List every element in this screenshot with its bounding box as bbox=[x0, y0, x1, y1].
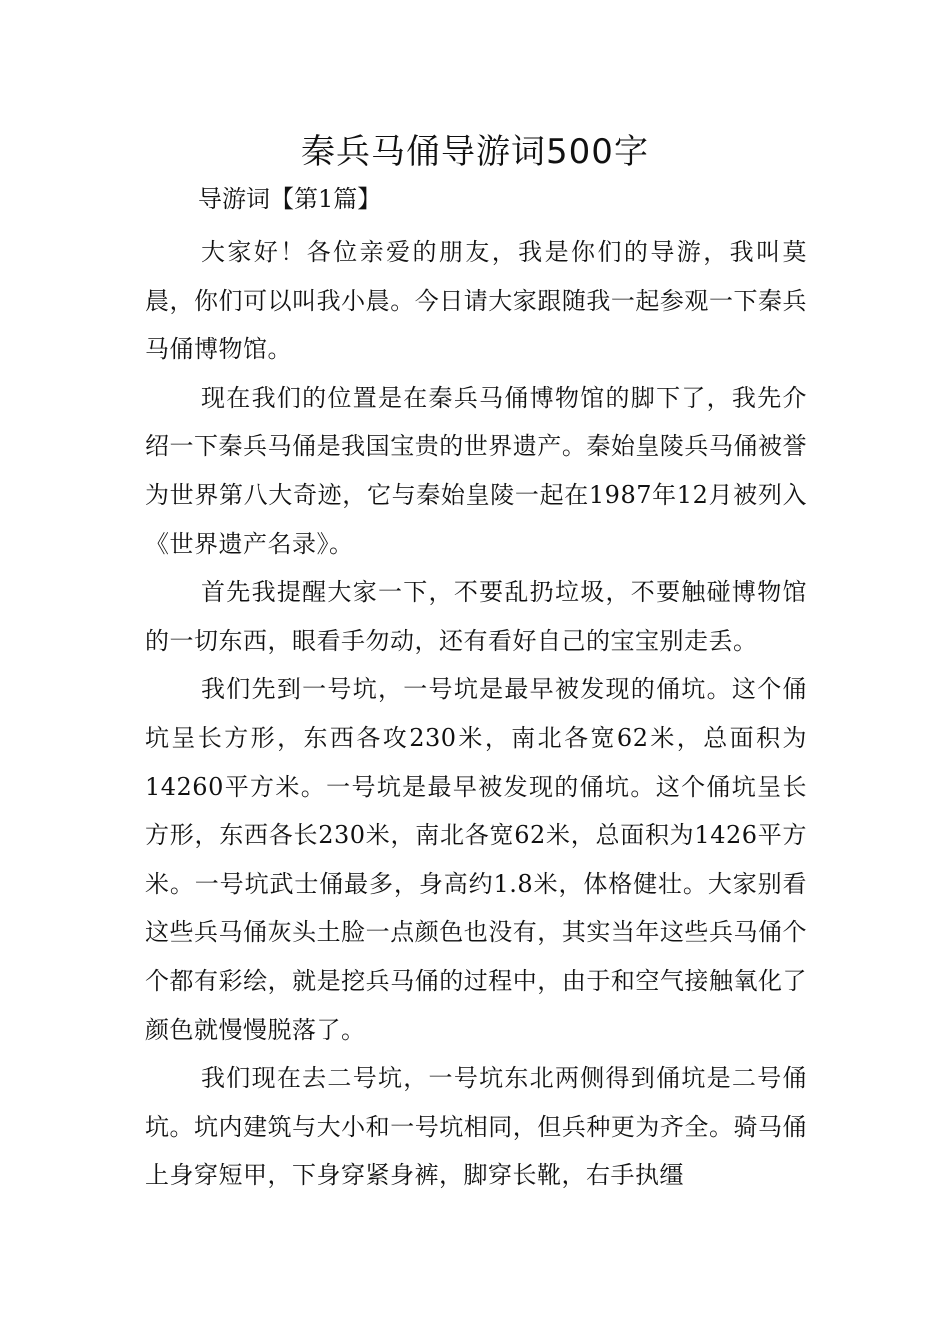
document-title: 秦兵马俑导游词500字 bbox=[301, 132, 649, 172]
paragraph-2: 现在我们的位置是在秦兵马俑博物馆的脚下了，我先介绍一下秦兵马俑是我国宝贵的世界遗产。秦始皇陵兵马俑被誉为世界第八大奇迹，它与秦始皇陵一起在1987年12月被列入《世界遗产名录》。 bbox=[145, 383, 807, 558]
section-label: 导游词【第1篇】 bbox=[198, 185, 382, 213]
paragraph-5: 我们现在去二号坑，一号坑东北两侧得到俑坑是二号俑坑。坑内建筑与大小和一号坑相同，但兵种更为齐全。骑马俑上身穿短甲，下身穿紧身裤，脚穿长靴，右手执缰 bbox=[145, 1064, 807, 1190]
paragraph-3: 首先我提醒大家一下，不要乱扔垃圾，不要触碰博物馆的一切东西，眼看手勿动，还有看好自己的宝宝别走丢。 bbox=[145, 578, 807, 655]
document-body bbox=[145, 228, 807, 1200]
paragraph-4: 我们先到一号坑，一号坑是最早被发现的俑坑。这个俑坑呈长方形，东西各攻230米，南北各宽62米，总面积为14260平方米。一号坑是最早被发现的俑坑。这个俑坑呈长方形，东西各长230米，南北各宽62米，总面积为1426平方米。一号坑武士俑最多，身高约1.8米，体格健壮。大家别看这些兵马俑灰头土脸一点颜色也没有，其实当年这些兵马俑个个都有彩绘，就是挖兵马俑的过程中，由于和空气接触氧化了颜色就慢慢脱落了。 bbox=[145, 675, 807, 1044]
paragraph-1: 大家好！各位亲爱的朋友，我是你们的导游，我叫莫晨，你们可以叫我小晨。今日请大家跟随我一起参观一下秦兵马俑博物馆。 bbox=[145, 238, 807, 364]
